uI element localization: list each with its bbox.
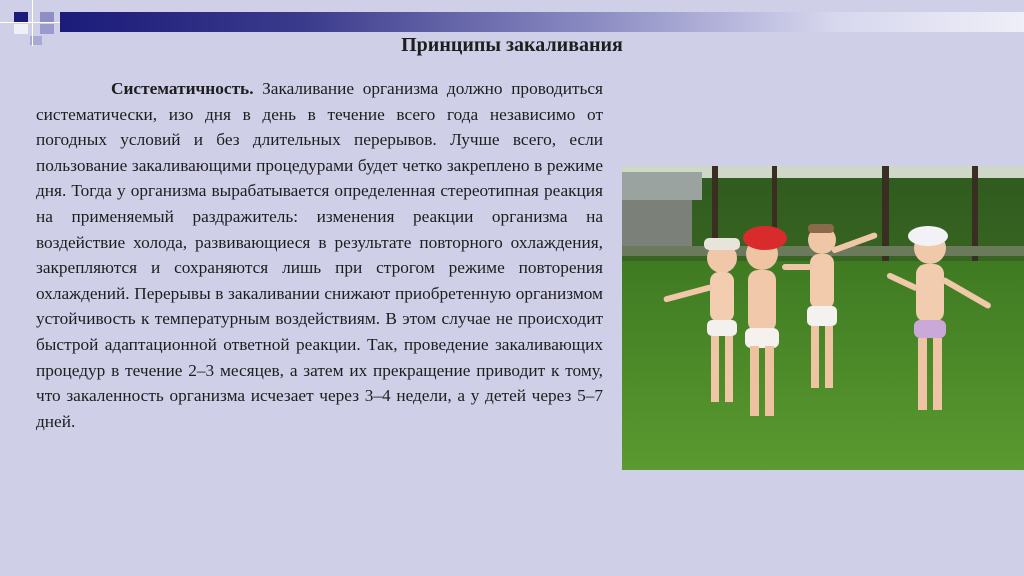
children-photo-illustration (622, 166, 1024, 470)
decor-square (40, 12, 54, 22)
decor-square (40, 24, 54, 34)
body-paragraph: Закаливание организма должно проводиться систематически, изо дня в день в течение всего года независимо от погодных условий и без длительных перерывов. Лучше всего, если пользование закаливающими процедурами будет четко закреплено в режиме дня. Тогда у организма вырабатывается определенная стереотипная реакция на применяемый раздражитель: изменения реакции организма на воздействие холода, развивающиеся в результате повторного охлаждения, закрепляются и сохраняются лишь при строгом режиме повторения охлаждений. Перерывы в закаливании снижают приобретенную организмом устойчивость к температурным воздействиям. В этом случае не происходит быстрой адаптационной ответной реакции. Так, проведение закаливающих процедур в течение 2–3 месяцев, а затем их прекращение приводит к тому, что закаленность организма исчезает через 3–4 недели, а у детей через 5–7 дней. (36, 79, 603, 431)
slide-title: Принципы закаливания (401, 34, 623, 56)
decor-square (14, 24, 28, 34)
slide-body-text (36, 76, 603, 434)
lead-term: Систематичность. (111, 79, 254, 98)
decor-square (14, 12, 28, 22)
decor-line (0, 22, 60, 23)
header-gradient-band (60, 12, 1024, 32)
children-photo (622, 166, 1024, 470)
